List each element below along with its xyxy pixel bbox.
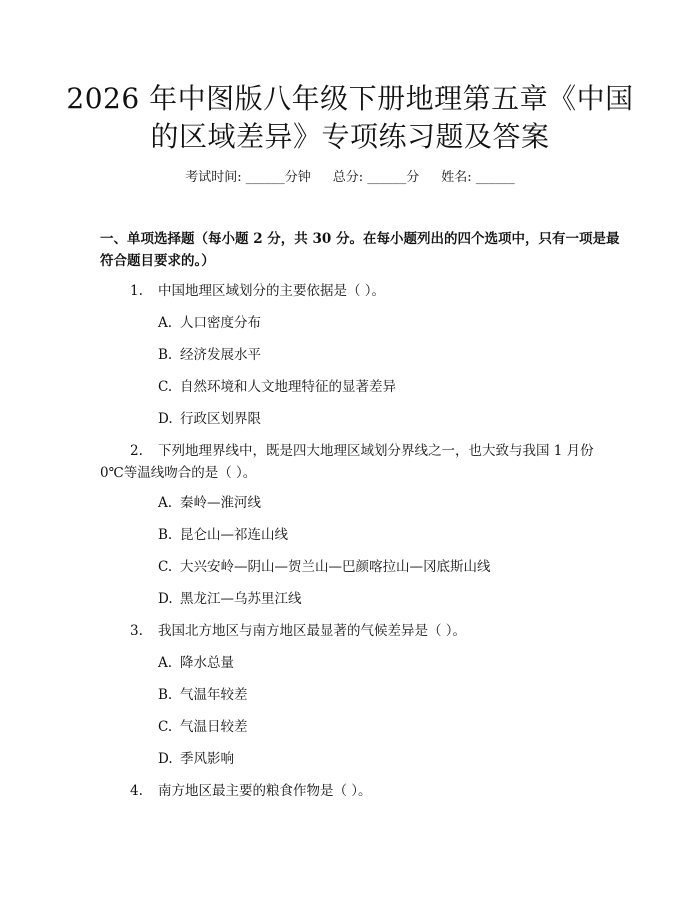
question-number: 2. bbox=[130, 443, 143, 459]
question-1-option-d bbox=[158, 409, 598, 429]
question-2-option-a bbox=[158, 493, 598, 513]
option-text: 自然环境和人文地理特征的显著差异 bbox=[180, 379, 396, 395]
option-text: 气温日较差 bbox=[180, 719, 248, 735]
option-letter: D. bbox=[158, 751, 173, 767]
question-stem: 南方地区最主要的粮食作物是（ ）。 bbox=[158, 783, 372, 799]
option-letter: B. bbox=[158, 527, 173, 543]
option-text: 降水总量 bbox=[180, 655, 234, 671]
question-stem: 下列地理界线中，既是四大地理区域划分界线之一，也大致与我国 1 月份 0℃等温线吻合的是（ ）。 bbox=[100, 443, 594, 481]
question-1-option-a bbox=[158, 313, 598, 333]
question-number: 4. bbox=[130, 783, 143, 799]
section-heading: 一、单项选择题（每小题 2 分，共 30 分。在每小题列出的四个选项中，只有一项是最符合题目要求的。） bbox=[100, 231, 620, 269]
question-4 bbox=[100, 780, 605, 802]
document-title-line-2: 的区域差异》专项练习题及答案 bbox=[150, 120, 550, 153]
exam-name-label: 姓名: ______ bbox=[441, 170, 515, 185]
option-text: 大兴安岭—阴山—贺兰山—巴颜喀拉山—冈底斯山线 bbox=[180, 559, 491, 575]
question-3-option-d bbox=[158, 749, 598, 769]
question-1 bbox=[100, 280, 605, 302]
option-text: 黑龙江—乌苏里江线 bbox=[180, 591, 302, 607]
option-letter: C. bbox=[158, 559, 173, 575]
option-text: 人口密度分布 bbox=[180, 315, 261, 331]
option-text: 气温年较差 bbox=[180, 687, 248, 703]
option-letter: C. bbox=[158, 379, 173, 395]
question-3-option-a bbox=[158, 653, 598, 673]
option-text: 行政区划界限 bbox=[180, 411, 261, 427]
question-stem: 我国北方地区与南方地区最显著的气候差异是（ ）。 bbox=[158, 623, 467, 639]
question-number: 1. bbox=[130, 283, 143, 299]
question-number: 3. bbox=[130, 623, 143, 639]
option-letter: A. bbox=[158, 315, 173, 331]
exam-time-label: 考试时间: ______分钟 bbox=[185, 170, 311, 185]
option-text: 经济发展水平 bbox=[180, 347, 261, 363]
document-title-line-1: 2026 年中图版八年级下册地理第五章《中国 bbox=[66, 82, 634, 115]
question-2-option-b bbox=[158, 525, 598, 545]
question-2-option-d bbox=[158, 589, 598, 609]
option-letter: A. bbox=[158, 655, 173, 671]
option-text: 昆仑山—祁连山线 bbox=[180, 527, 288, 543]
question-3-option-c bbox=[158, 717, 598, 737]
exam-meta bbox=[0, 168, 700, 188]
option-letter: C. bbox=[158, 719, 173, 735]
question-3 bbox=[100, 620, 605, 642]
question-1-option-b bbox=[158, 345, 598, 365]
option-letter: A. bbox=[158, 495, 173, 511]
option-letter: B. bbox=[158, 347, 173, 363]
option-letter: B. bbox=[158, 687, 173, 703]
question-2 bbox=[100, 440, 605, 484]
option-letter: D. bbox=[158, 591, 173, 607]
option-letter: D. bbox=[158, 411, 173, 427]
option-text: 秦岭—淮河线 bbox=[180, 495, 261, 511]
option-text: 季风影响 bbox=[180, 751, 234, 767]
question-1-option-c bbox=[158, 377, 598, 397]
question-2-option-c bbox=[158, 557, 598, 577]
question-stem: 中国地理区域划分的主要依据是（ ）。 bbox=[158, 283, 386, 299]
question-3-option-b bbox=[158, 685, 598, 705]
exam-score-label: 总分: ______分 bbox=[332, 170, 420, 185]
